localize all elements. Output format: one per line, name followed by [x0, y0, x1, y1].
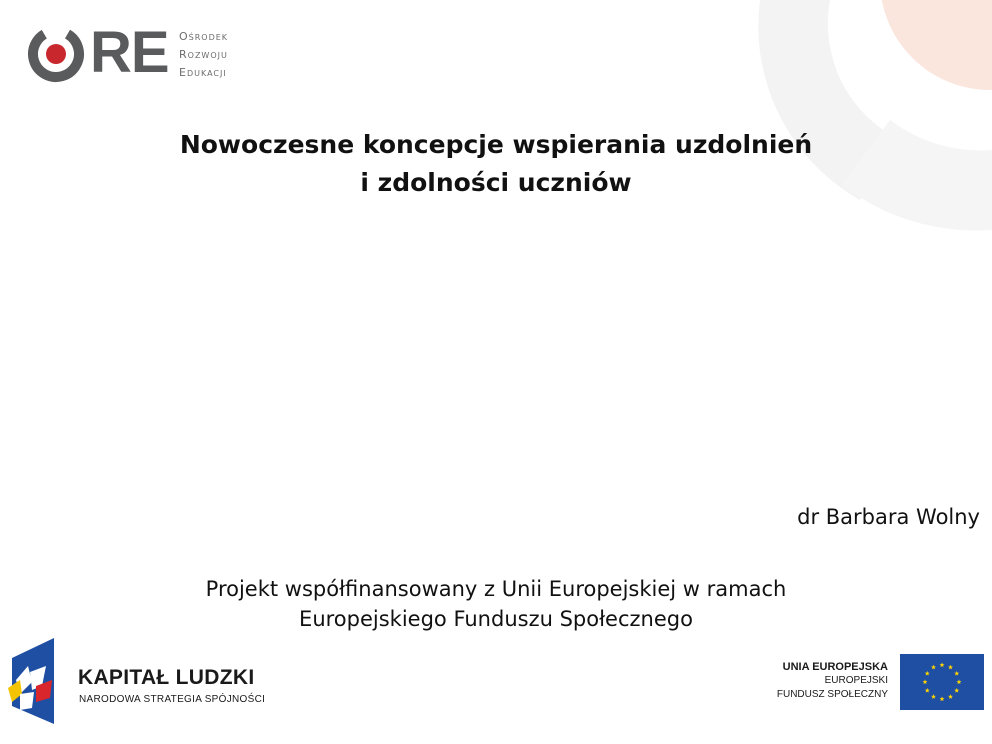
ore-line-2: Rozwoju [179, 48, 228, 61]
eu-line-3: FUNDUSZ SPOŁECZNY [776, 689, 888, 700]
ore-line-1: Ośrodek [179, 30, 229, 43]
funding-note [96, 574, 896, 634]
funding-line-2: Europejskiego Funduszu Społecznego [299, 607, 693, 631]
ore-logo [26, 22, 266, 88]
ore-full-name [179, 28, 228, 82]
decor-arc-peach [880, 0, 992, 90]
eu-line-2: EUROPEJSKI [824, 675, 888, 686]
kapital-ludzki-logo [6, 636, 306, 732]
author: dr Barbara Wolny [797, 505, 980, 529]
eu-text [777, 660, 888, 702]
kapital-ludzki-name: KAPITAŁ LUDZKI [78, 666, 255, 689]
eu-flag-icon [900, 654, 984, 710]
title-line-1: Nowoczesne koncepcje wspierania uzdolnień [179, 130, 813, 159]
kapital-ludzki-subtitle: NARODOWA STRATEGIA SPÓJNOŚCI [79, 694, 266, 705]
ore-line-3: Edukacji [179, 66, 227, 79]
ore-o-icon [26, 24, 86, 84]
kapital-ludzki-emblem-icon [6, 636, 70, 732]
ore-letters: RE [90, 20, 169, 85]
slide-title [96, 126, 896, 202]
eu-line-1: UNIA EUROPEJSKA [782, 661, 888, 673]
title-line-2: i zdolności uczniów [360, 168, 632, 197]
funding-line-1: Projekt współfinansowany z Unii Europejskiej w ramach [205, 577, 787, 601]
